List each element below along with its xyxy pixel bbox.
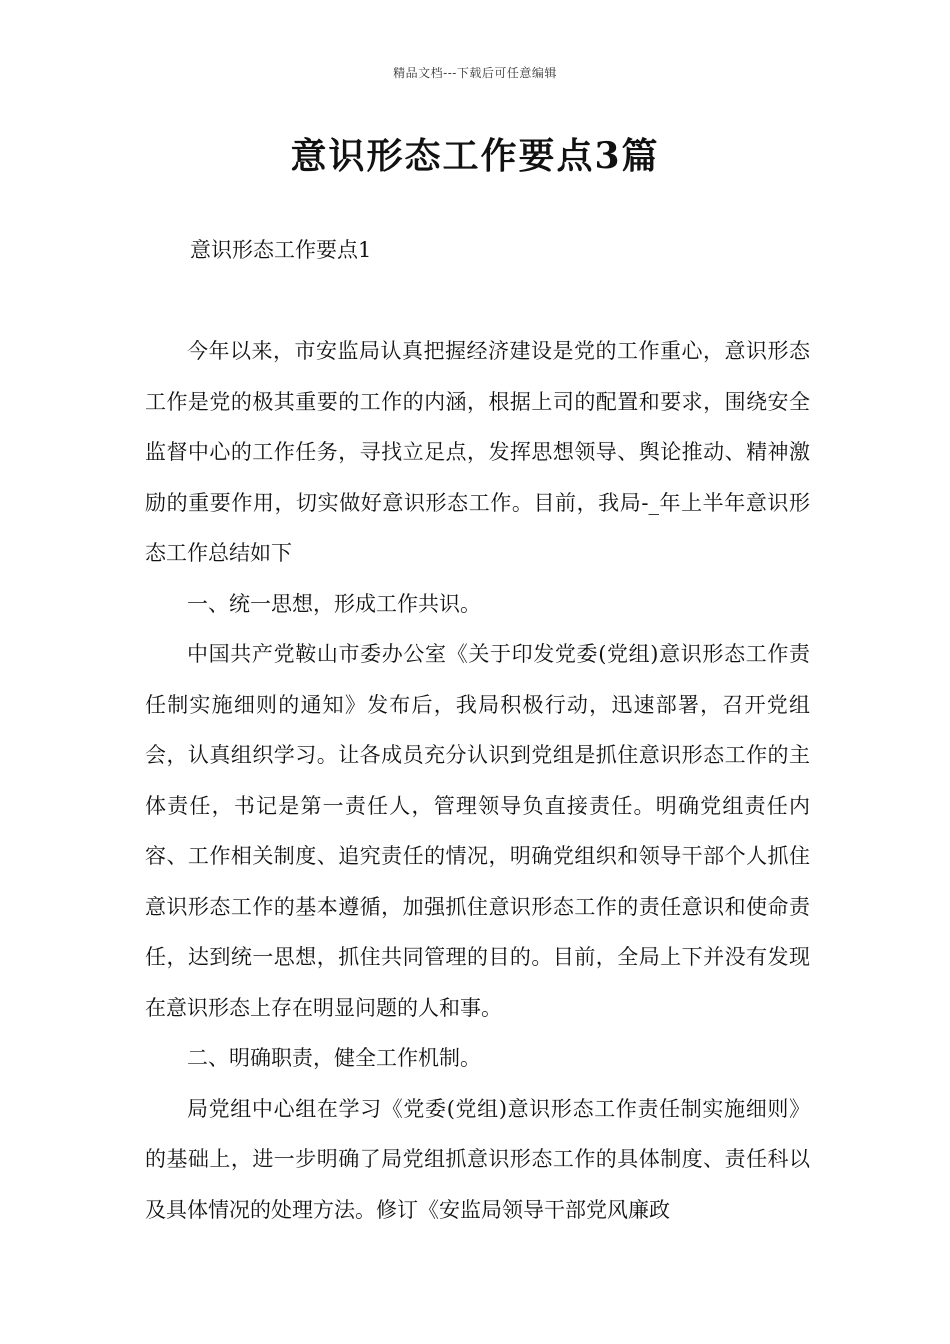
paragraph-1: 中国共产党鞍山市委办公室《关于印发党委(党组)意识形态工作责任制实施细则的通知》发布后，我局积极行动，迅速部署，召开党组会，认真组织学习。让各成员充分认识到党组是抓住意识形态工作的主体责任，书记是第一责任人，管理领导负直接责任。明确党组责任内容、工作相关制度、追究责任的情况，明确党组织和领导干部个人抓住意识形态工作的基本遵循，加强抓住意识形态工作的责任意识和使命责任，达到统一思想，抓住共同管理的目的。目前，全局上下并没有发现在意识形态上存在明显问题的人和事。 <box>145 642 810 1020</box>
document-title: 意识形态工作要点3篇 <box>290 135 660 177</box>
header-note: 精品文档---下载后可任意编辑 <box>393 66 557 80</box>
paragraph-intro: 今年以来，市安监局认真把握经济建设是党的工作重心，意识形态工作是党的极其重要的工作的内涵，根据上司的配置和要求，围绕安全监督中心的工作任务，寻找立足点，发挥思想领导、舆论推动、精神激励的重要作用，切实做好意识形态工作。目前，我局-_年上半年意识形态工作总结如下 <box>145 339 810 565</box>
section-heading: 意识形态工作要点1 <box>190 238 372 262</box>
document-body <box>145 326 810 1235</box>
paragraph-2: 局党组中心组在学习《党委(党组)意识形态工作责任制实施细则》的基础上，进一步明确了局党组抓意识形态工作的具体制度、责任科以及具体情况的处理方法。修订《安监局领导干部党风廉政 <box>145 1096 810 1222</box>
subheading-2: 二、明确职责，健全工作机制。 <box>187 1046 481 1070</box>
subheading-1: 一、统一思想，形成工作共识。 <box>187 591 481 616</box>
